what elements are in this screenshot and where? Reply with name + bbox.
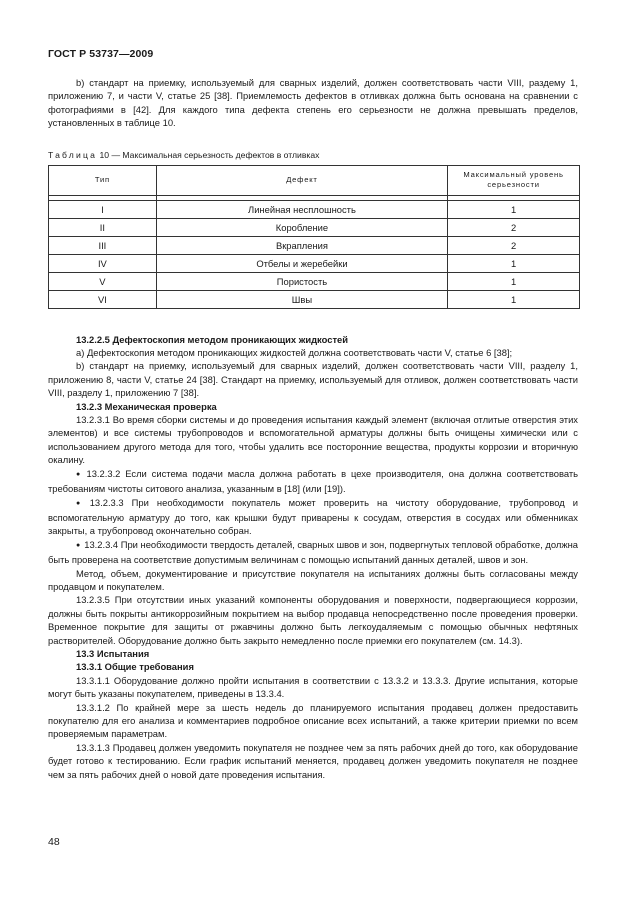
- section-13-2-3-4-paragraph: [48, 538, 578, 567]
- section-13-2-2-5-a: a) Дефектоскопия методом проникающих жидкостей должна соответствовать части V, статье 6 [38];: [76, 347, 513, 359]
- cell-defect: Пористость: [156, 272, 447, 290]
- section-13-2-3-2: 13.2.3.2 Если система подачи масла должна работать в цехе производителя, она должна соответствовать требованиям чистоты ситового анализа, указанным в [18] (или [19]).: [48, 467, 579, 495]
- section-13-2-3-1: 13.2.3.1 Во время сборки системы и до проведения испытания каждый элемент (включая отлитые отверстия этих элементов) и все системы трубопроводов и вспомогательной арматуры должны быть очищены химически или с использованием другого метода для того, чтобы удалить все посторонние вещества, продукты коррозии и вторичную окалину.: [48, 414, 578, 466]
- table-row: [49, 254, 580, 272]
- cell-severity: 1: [448, 272, 580, 290]
- section-13-2-3-2-paragraph: [48, 467, 578, 496]
- cell-severity: 1: [448, 254, 580, 272]
- table-row: [49, 290, 580, 308]
- table-row: [49, 236, 580, 254]
- cell-defect: Вкрапления: [156, 236, 447, 254]
- header-type: Тип: [49, 165, 157, 195]
- cell-type: IV: [49, 254, 157, 272]
- table-header-row: [49, 165, 580, 195]
- table-row: [49, 218, 580, 236]
- cell-defect: Швы: [156, 290, 447, 308]
- header-severity: Максимальный уровень серьезности: [448, 165, 580, 195]
- section-13-2-3-title: 13.2.3 Механическая проверка: [76, 400, 217, 412]
- cell-severity: 2: [448, 218, 580, 236]
- section-13-2-2-5-title: 13.2.2.5 Дефектоскопия методом проникающих жидкостей: [76, 333, 349, 345]
- section-13-3-1-1: 13.3.1.1 Оборудование должно пройти испытания в соответствии с 13.3.2 и 13.3.3. Другие испытания, которые могут быть указаны покупателем, приведены в 13.3.4.: [48, 674, 578, 700]
- cell-type: VI: [49, 290, 157, 308]
- para-b-top: b) стандарт на приемку, используемый для сварных изделий, должен соответствовать части VIII, раздему 1, приложению 7, и части V, статье 25 [38]. Приемлемость дефектов в отливках должна быть основана на сравнении с фотографиями в [42]. Для каждого типа дефекта степень его серьезности не должна превышать пределов, установленных в таблице 10.: [48, 77, 578, 129]
- cell-type: III: [49, 236, 157, 254]
- section-13-2-3-4-method: Метод, объем, документирование и присутствие покупателя на испытаниях должны быть согласованы между продавцом и покупателем.: [48, 567, 578, 592]
- bullet-icon: [76, 468, 87, 479]
- section-13-3-title: 13.3 Испытания: [76, 647, 150, 659]
- cell-defect: Отбелы и жеребейки: [156, 254, 447, 272]
- cell-type: V: [49, 272, 157, 290]
- cell-severity: 2: [448, 236, 580, 254]
- section-13-3-1-3: 13.3.1.3 Продавец должен уведомить покупателя не позднее чем за пять рабочих дней до того, как оборудование будет готово к тестированию. Если график испытаний меняется, продавец должен уведомить покупателя не позднее чем за пять рабочих дней о новой дате проведения испытания.: [48, 741, 578, 780]
- page-content: [48, 76, 578, 781]
- section-13-2-3-4: 13.2.3.4 При необходимости твердость деталей, сварных швов и зон, подвергнутых тепловой обработке, должна быть проверена на соответствие допустимым величинам с помощью испытаний данных деталей, швов и зон.: [48, 538, 579, 566]
- cell-type: II: [49, 218, 157, 236]
- defects-table: [48, 165, 580, 309]
- cell-severity: 1: [448, 290, 580, 308]
- header-defect: Дефект: [156, 165, 447, 195]
- table-caption-text: 10 — Максимальная серьезность дефектов в отливках: [99, 149, 320, 160]
- bullet-icon: [76, 539, 84, 550]
- section-13-2-2-5-b: b) стандарт на приемку, используемый для сварных изделий, должен соответствовать части VIII, разделу 1, приложению 8, части V, статье 24 [38]. Стандарт на приемку, используемый для отливок, должен соответствовать части VIII, разделу 1, приложению 7 [38].: [48, 360, 578, 399]
- section-13-3-1-title: 13.3.1 Общие требования: [76, 661, 194, 673]
- cell-type: I: [49, 200, 157, 218]
- table-caption-word: Таблица: [48, 149, 98, 160]
- cell-defect: Линейная несплошность: [156, 200, 447, 218]
- table-row: [49, 272, 580, 290]
- table-row: [49, 200, 580, 218]
- cell-defect: Коробление: [156, 218, 447, 236]
- section-13-3-1-2: 13.3.1.2 По крайней мере за шесть недель до планируемого испытания продавец должен предоставить покупателю для его анализа и комментариев подробное описание всех испытаний, а также критерии приемки по всем проверяемым параметрам.: [48, 701, 578, 740]
- table-caption: [48, 149, 578, 161]
- bullet-icon: [76, 497, 90, 508]
- section-13-2-3-3-paragraph: [48, 496, 578, 538]
- section-13-2-3-5: 13.2.3.5 При отсутствии иных указаний компоненты оборудования и поверхности, подвергающиеся коррозии, должны быть покрыты антикоррозийным покрытием на выбор продавца непосредственно после проведения проверки. Временное покрытие для защиты от ржавчины должно быть легкоудаляемым с помощью обычных нефтяных растворителей. Оборудование должно быть закрыто немедленно после приемки его покупателем (см. 14.3).: [48, 594, 578, 646]
- section-13-2-3-3: 13.2.3.3 При необходимости покупатель может проверить на чистоту оборудование, трубопровод и вспомогательную арматуру до того, как крышки будут приварены к сосудам, отверстия в сосудах или обменниках закрыты, а трубопровод окончательно собран.: [48, 496, 578, 537]
- page-number: 48: [48, 836, 60, 848]
- document-header: ГОСТ Р 53737—2009: [48, 48, 154, 60]
- cell-severity: 1: [448, 200, 580, 218]
